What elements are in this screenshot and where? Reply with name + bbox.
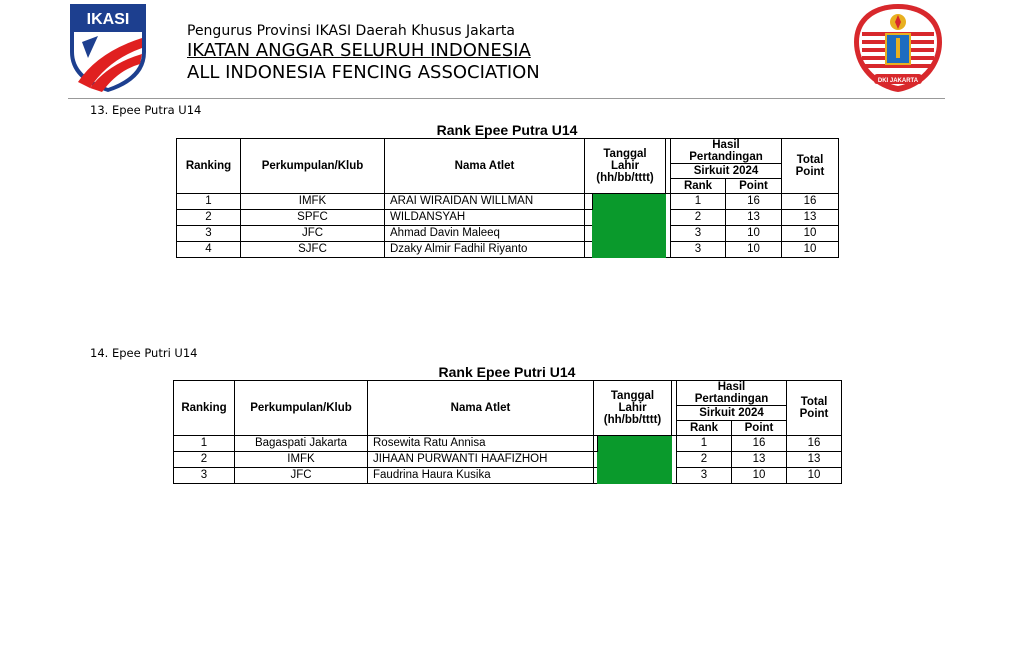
table-row bbox=[177, 226, 839, 242]
col-circuit: Sirkuit 2024 bbox=[671, 164, 782, 179]
col-total bbox=[787, 381, 842, 436]
cell-ranking: 1 bbox=[177, 194, 241, 210]
col-birthdate bbox=[585, 139, 666, 194]
ikasi-logo bbox=[68, 2, 148, 94]
koni-logo-text: DKI JAKARTA bbox=[877, 78, 919, 84]
cell-rank: 2 bbox=[677, 452, 732, 468]
col-total-line2: Point bbox=[795, 166, 825, 178]
cell-total: 16 bbox=[782, 194, 839, 210]
col-birthdate-line1: Tanggal bbox=[603, 148, 647, 160]
cell-ranking: 3 bbox=[174, 468, 235, 484]
table-row bbox=[177, 194, 839, 210]
cell-name: Faudrina Haura Kusika bbox=[368, 468, 594, 484]
birthdate-redacted bbox=[598, 436, 672, 484]
cell-rank: 3 bbox=[677, 468, 732, 484]
col-results bbox=[677, 381, 787, 406]
col-results-line2: Pertandingan bbox=[694, 393, 769, 405]
cell-rank: 3 bbox=[671, 226, 726, 242]
cell-total: 13 bbox=[787, 452, 842, 468]
cell-name: JIHAAN PURWANTI HAAFIZHOH bbox=[368, 452, 594, 468]
cell-ranking: 4 bbox=[177, 242, 241, 258]
cell-name: WILDANSYAH bbox=[385, 210, 585, 226]
col-total-line2: Point bbox=[799, 408, 829, 420]
cell-total: 10 bbox=[787, 468, 842, 484]
col-results-line1: Hasil bbox=[717, 381, 746, 393]
cell-club: JFC bbox=[235, 468, 368, 484]
cell-club: SJFC bbox=[241, 242, 385, 258]
cell-point: 10 bbox=[732, 468, 787, 484]
cell-name: Ahmad Davin Maleeq bbox=[385, 226, 585, 242]
table-row bbox=[174, 452, 842, 468]
col-rank: Rank bbox=[677, 421, 732, 436]
col-results bbox=[671, 139, 782, 164]
col-point: Point bbox=[732, 421, 787, 436]
province-board-line: Pengurus Provinsi IKASI Daerah Khusus Jakarta bbox=[187, 23, 516, 39]
col-birthdate-line2: Lahir bbox=[618, 402, 647, 414]
cell-point: 16 bbox=[726, 194, 782, 210]
col-name: Nama Atlet bbox=[368, 381, 594, 436]
association-name-en: ALL INDONESIA FENCING ASSOCIATION bbox=[187, 62, 540, 83]
section-label: 14. Epee Putri U14 bbox=[90, 346, 198, 360]
ranking-title: Rank Epee Putra U14 bbox=[436, 122, 578, 138]
cell-blank bbox=[594, 468, 598, 484]
cell-rank: 2 bbox=[671, 210, 726, 226]
col-birthdate-line3: (hh/bb/tttt) bbox=[596, 172, 654, 184]
cell-rank: 1 bbox=[677, 436, 732, 452]
col-birthdate-line2: Lahir bbox=[610, 160, 640, 172]
cell-ranking: 1 bbox=[174, 436, 235, 452]
col-results-line2: Pertandingan bbox=[689, 151, 763, 163]
cell-point: 10 bbox=[726, 242, 782, 258]
ranking-table-putra bbox=[176, 138, 839, 258]
cell-ranking: 2 bbox=[174, 452, 235, 468]
col-birthdate-line3: (hh/bb/tttt) bbox=[603, 414, 662, 426]
table-row bbox=[177, 210, 839, 226]
table-row bbox=[174, 436, 842, 452]
cell-ranking: 2 bbox=[177, 210, 241, 226]
cell-total: 16 bbox=[787, 436, 842, 452]
col-name: Nama Atlet bbox=[385, 139, 585, 194]
cell-point: 13 bbox=[732, 452, 787, 468]
cell-point: 13 bbox=[726, 210, 782, 226]
col-total bbox=[782, 139, 839, 194]
col-birthdate bbox=[594, 381, 672, 436]
cell-blank bbox=[585, 226, 593, 242]
cell-point: 16 bbox=[732, 436, 787, 452]
col-results-line1: Hasil bbox=[712, 139, 740, 151]
ranking-table-putri bbox=[173, 380, 842, 484]
birthdate-redacted bbox=[593, 194, 666, 258]
table-row bbox=[177, 242, 839, 258]
table-row bbox=[174, 468, 842, 484]
cell-total: 10 bbox=[782, 226, 839, 242]
cell-rank: 1 bbox=[671, 194, 726, 210]
cell-blank bbox=[585, 242, 593, 258]
cell-total: 10 bbox=[782, 242, 839, 258]
association-name-id: IKATAN ANGGAR SELURUH INDONESIA bbox=[187, 40, 531, 61]
header-divider bbox=[68, 98, 945, 99]
col-rank: Rank bbox=[671, 179, 726, 194]
cell-blank bbox=[585, 194, 593, 210]
cell-blank bbox=[585, 210, 593, 226]
letterhead bbox=[187, 22, 540, 84]
cell-blank bbox=[594, 452, 598, 468]
col-ranking: Ranking bbox=[177, 139, 241, 194]
col-circuit: Sirkuit 2024 bbox=[677, 406, 787, 421]
cell-club: JFC bbox=[241, 226, 385, 242]
section-label: 13. Epee Putra U14 bbox=[90, 103, 202, 117]
cell-rank: 3 bbox=[671, 242, 726, 258]
cell-total: 13 bbox=[782, 210, 839, 226]
cell-name: ARAI WIRAIDAN WILLMAN bbox=[385, 194, 585, 210]
cell-name: Rosewita Ratu Annisa bbox=[368, 436, 594, 452]
col-ranking: Ranking bbox=[174, 381, 235, 436]
cell-club: Bagaspati Jakarta bbox=[235, 436, 368, 452]
cell-ranking: 3 bbox=[177, 226, 241, 242]
cell-point: 10 bbox=[726, 226, 782, 242]
cell-club: IMFK bbox=[235, 452, 368, 468]
koni-dki-logo bbox=[852, 2, 944, 94]
col-total-line1: Total bbox=[796, 154, 824, 166]
col-club: Perkumpulan/Klub bbox=[235, 381, 368, 436]
cell-name: Dzaky Almir Fadhil Riyanto bbox=[385, 242, 585, 258]
col-point: Point bbox=[726, 179, 782, 194]
col-total-line1: Total bbox=[800, 396, 828, 408]
col-club: Perkumpulan/Klub bbox=[241, 139, 385, 194]
cell-club: SPFC bbox=[241, 210, 385, 226]
col-birthdate-line1: Tanggal bbox=[610, 390, 655, 402]
cell-club: IMFK bbox=[241, 194, 385, 210]
ranking-title: Rank Epee Putri U14 bbox=[438, 364, 576, 380]
ikasi-logo-text: IKASI bbox=[86, 11, 130, 28]
